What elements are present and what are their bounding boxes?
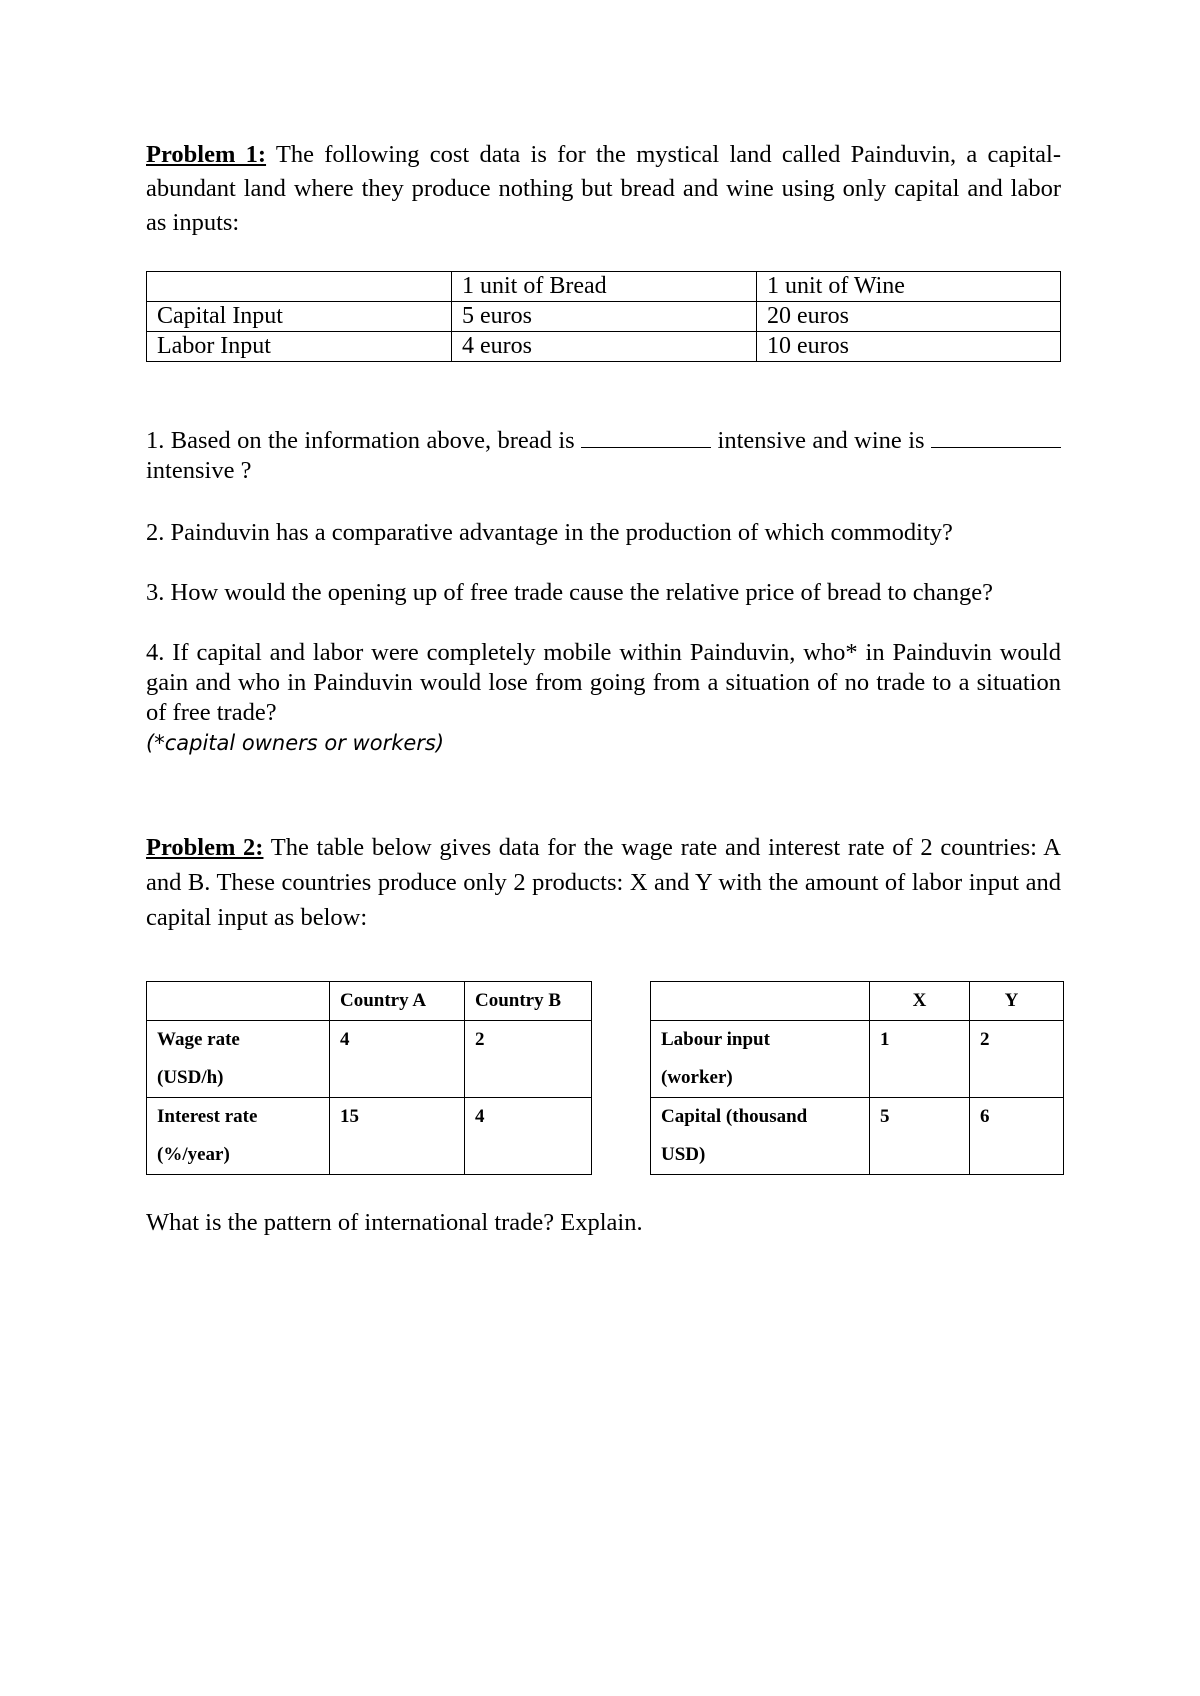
inputs-table-cell <box>651 1098 870 1175</box>
problem2-question: What is the pattern of international trade? Explain. <box>146 1209 643 1236</box>
row-label: Interest rate <box>157 1106 258 1127</box>
cost-table-cell: 20 euros <box>757 302 1061 332</box>
document-page <box>146 138 1061 1238</box>
problem2-intro-text: The table below gives data for the wage rate and interest rate of 2 countries: A and B. These countries produce only 2 products: X and Y with the amount of labor input and capital input as below: <box>146 834 1061 931</box>
cost-table-row <box>147 302 1061 332</box>
problem1-label: Problem 1: <box>146 141 267 168</box>
rates-table-row <box>147 1021 592 1098</box>
inputs-table-cell <box>651 1021 870 1098</box>
rates-table-cell <box>147 1021 330 1098</box>
cost-table-cell: Capital Input <box>147 302 452 332</box>
question-2: 2. Painduvin has a comparative advantage in the production of which commodity? <box>146 519 953 546</box>
rates-table-cell: 4 <box>465 1098 592 1175</box>
rates-table-row <box>147 1098 592 1175</box>
inputs-table-cell: 2 <box>970 1021 1064 1098</box>
question-1 <box>146 425 1061 486</box>
rates-table <box>146 981 592 1175</box>
inputs-table-cell: Y <box>970 982 1064 1021</box>
question-1-part-b: intensive and wine is <box>717 427 925 454</box>
rates-table-header-row <box>147 982 592 1021</box>
inputs-table-cell: 5 <box>870 1098 970 1175</box>
rates-table-cell: 2 <box>465 1021 592 1098</box>
cost-table-cell: 1 unit of Wine <box>757 272 1061 302</box>
row-unit: (USD/h) <box>157 1067 224 1088</box>
cost-table-cell: 10 euros <box>757 332 1061 362</box>
cost-table-cell: 4 euros <box>452 332 757 362</box>
row-label: Capital (thousand <box>661 1106 808 1127</box>
cost-table-cell: 5 euros <box>452 302 757 332</box>
answer-blank <box>931 425 1061 448</box>
inputs-table-cell: 1 <box>870 1021 970 1098</box>
inputs-table-cell: X <box>870 982 970 1021</box>
rates-table-cell <box>147 982 330 1021</box>
cost-table-row <box>147 332 1061 362</box>
row-unit: USD) <box>661 1144 706 1165</box>
question-1-part-a: 1. Based on the information above, bread is <box>146 427 575 454</box>
inputs-table-row <box>651 1021 1064 1098</box>
cost-table-cell: 1 unit of Bread <box>452 272 757 302</box>
inputs-table-row <box>651 1098 1064 1175</box>
rates-table-cell: Country A <box>330 982 465 1021</box>
inputs-table-cell <box>651 982 870 1021</box>
inputs-table-cell: 6 <box>970 1098 1064 1175</box>
answer-blank <box>581 425 711 448</box>
question-4-note: (*capital owners or workers) <box>146 731 445 755</box>
inputs-table-header-row <box>651 982 1064 1021</box>
rates-table-cell <box>147 1098 330 1175</box>
problem2-label: Problem 2: <box>146 834 264 861</box>
row-label: Labour input <box>661 1029 770 1050</box>
question-1-part-c: intensive ? <box>146 457 252 484</box>
cost-table-cell: Labor Input <box>147 332 452 362</box>
rates-table-cell: 4 <box>330 1021 465 1098</box>
problem2-intro-paragraph <box>146 830 1061 935</box>
row-unit: (%/year) <box>157 1144 230 1165</box>
rates-table-cell: 15 <box>330 1098 465 1175</box>
cost-table-cell <box>147 272 452 302</box>
row-label: Wage rate <box>157 1029 240 1050</box>
question-4: 4. If capital and labor were completely mobile within Painduvin, who* in Painduvin would gain and who in Painduvin would lose from going from a situation of no trade to a situation of free trade? <box>146 639 1061 726</box>
question-3: 3. How would the opening up of free trade cause the relative price of bread to change? <box>146 579 993 606</box>
cost-table-header-row <box>147 272 1061 302</box>
problem1-intro-text: The following cost data is for the mystical land called Painduvin, a capital-abundant land where they produce nothing but bread and wine using only capital and labor as inputs: <box>146 141 1062 236</box>
problem1-intro-paragraph <box>146 138 1061 240</box>
problem2-tables <box>146 981 1061 1183</box>
cost-table <box>146 271 1061 362</box>
rates-table-cell: Country B <box>465 982 592 1021</box>
inputs-table <box>650 981 1064 1175</box>
row-unit: (worker) <box>661 1067 733 1088</box>
